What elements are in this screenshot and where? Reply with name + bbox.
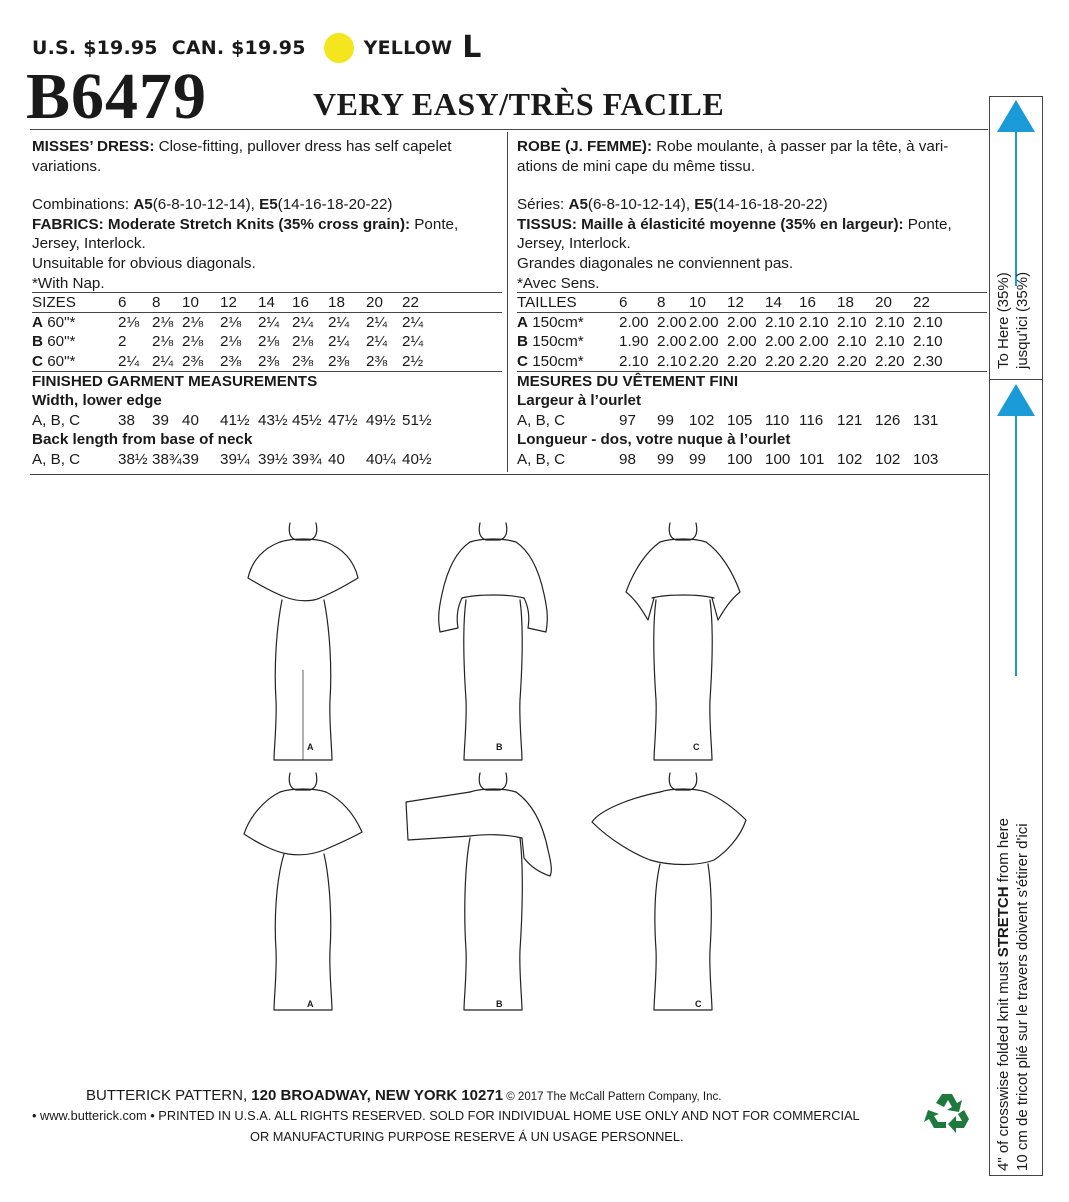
yardage-value: 2.10 (875, 333, 905, 351)
back-value: 101 (799, 450, 825, 468)
back-value: 102 (875, 450, 901, 468)
nap-note: *With Nap. (32, 274, 105, 292)
yardage-value: 2⅜ (328, 352, 350, 370)
yardage-row (32, 352, 502, 372)
back-title: Back length from base of neck (32, 431, 253, 449)
back-value: 99 (689, 450, 706, 468)
back-value: 39½ (258, 450, 288, 468)
combination-sizes: (6-8-10-12-14), (152, 196, 260, 214)
yardage-value: 2.00 (689, 333, 719, 351)
width-value: 38 (118, 411, 135, 429)
column-divider (507, 132, 508, 472)
yardage-row (517, 313, 987, 333)
back-value: 99 (657, 450, 674, 468)
yardage-value: 2⅜ (292, 352, 314, 370)
stretch-text: from here (995, 818, 1012, 887)
yardage-value: 2¼ (402, 333, 424, 351)
yardage-value: 2⅜ (258, 352, 280, 370)
width-title: Width, lower edge (32, 392, 162, 410)
size-value: 8 (152, 294, 161, 312)
nap-note-row (517, 274, 987, 294)
bullet: • (32, 1108, 37, 1123)
size-value: 16 (799, 294, 816, 312)
stretch-from-en (995, 818, 1012, 1171)
yardage-value: 2¼ (152, 352, 174, 370)
yardage-value: 2⅜ (366, 352, 388, 370)
sizes-label: TAILLES (517, 294, 577, 312)
sizes-label: SIZES (32, 294, 76, 312)
yardage-value: 2.10 (657, 352, 687, 370)
yardage-value: 2.00 (689, 313, 719, 331)
width-value: 47½ (328, 411, 358, 429)
french-column (517, 137, 987, 470)
can-price-label: CAN. (171, 36, 225, 59)
yardage-value: 2⅛ (182, 333, 204, 351)
size-value: 18 (837, 294, 854, 312)
yardage-value: 2.10 (799, 313, 829, 331)
view-c-top-drawing (626, 523, 740, 760)
width-row (517, 411, 987, 431)
view-b-bottom-drawing (406, 773, 551, 1010)
copyright: © 2017 The McCall Pattern Company, Inc. (503, 1091, 722, 1103)
yardage-value: 2.00 (657, 333, 687, 351)
stretch-text: 4" of crosswise folded knit must (995, 957, 1012, 1171)
desc-title: ROBE (J. FEMME): (517, 138, 652, 155)
size-value: 10 (689, 294, 706, 312)
view-b-top-drawing (439, 523, 548, 760)
unsuitable-note: Unsuitable for obvious diagonals. (32, 254, 256, 272)
back-title-row (32, 430, 502, 450)
figure-label: C (693, 742, 700, 752)
back-value: 39¼ (220, 450, 250, 468)
combination-code: A5 (133, 196, 153, 214)
width-label: A, B, C (517, 411, 566, 429)
desc-line: Close-fitting, pullover dress has self capelet (154, 138, 452, 155)
view-a-top-drawing (248, 523, 358, 760)
back-label: A, B, C (517, 450, 566, 468)
rights-line-2: OR MANUFACTURING PURPOSE RESERVE Á UN USAGE PERSONNEL. (250, 1129, 684, 1144)
yardage-value: 2⅛ (220, 313, 242, 331)
yardage-value: 2.20 (875, 352, 905, 370)
back-value: 100 (765, 450, 791, 468)
width-value: 41½ (220, 411, 250, 429)
yardage-value: 2.10 (913, 313, 943, 331)
width-value: 39 (152, 411, 169, 429)
back-value: 40½ (402, 450, 432, 468)
yardage-value: 2¼ (328, 333, 350, 351)
yardage-value: 2⅛ (152, 333, 174, 351)
combinations-label: Séries: (517, 196, 569, 214)
size-value: 6 (118, 294, 127, 312)
width-value: 126 (875, 411, 901, 429)
desc-line: variations. (32, 157, 102, 175)
nap-note-row (32, 274, 502, 294)
us-price-label: U.S. (32, 36, 77, 59)
yardage-value: 1.90 (619, 333, 649, 351)
back-value: 103 (913, 450, 939, 468)
yardage-value: 2⅛ (220, 333, 242, 351)
yardage-label: A 60"* (32, 313, 76, 331)
back-value: 38¾ (152, 450, 182, 468)
combination-code: E5 (694, 196, 713, 214)
width-value: 43½ (258, 411, 288, 429)
width-value: 45½ (292, 411, 322, 429)
combination-code: E5 (259, 196, 278, 214)
yardage-row (517, 352, 987, 372)
size-value: 22 (913, 294, 930, 312)
table-bottom-divider (30, 474, 988, 475)
yardage-value: 2.00 (727, 313, 757, 331)
publisher-line (86, 1087, 721, 1104)
rights-text: • PRINTED IN U.S.A. ALL RIGHTS RESERVED. SOLD FOR INDIVIDUAL HOME USE ONLY AND NOT FOR COMMERCIAL (150, 1108, 860, 1123)
yardage-value: 2¼ (366, 333, 388, 351)
pattern-number: B6479 (26, 60, 208, 133)
gauge-divider (990, 379, 1042, 380)
yardage-label: C 150cm* (517, 352, 584, 370)
nap-note: *Avec Sens. (517, 274, 600, 292)
yardage-value: 2.10 (837, 313, 867, 331)
back-title: Longueur - dos, votre nuque à l’ourlet (517, 431, 791, 449)
yardage-table (32, 293, 502, 469)
width-value: 97 (619, 411, 636, 429)
sizes-row (517, 293, 987, 313)
combination-sizes: (6-8-10-12-14), (587, 196, 695, 214)
width-value: 131 (913, 411, 939, 429)
yardage-value: 2.20 (727, 352, 757, 370)
yardage-value: 2⅜ (220, 352, 242, 370)
size-value: 22 (402, 294, 419, 312)
yardage-value: 2¼ (328, 313, 350, 331)
yardage-value: 2⅛ (118, 313, 140, 331)
combination-sizes: (14-16-18-20-22) (712, 196, 828, 214)
color-name: YELLOW (363, 36, 453, 59)
desc-title: MISSES’ DRESS: (32, 138, 155, 155)
yardage-value: 2.20 (765, 352, 795, 370)
back-row (517, 450, 987, 470)
size-value: 14 (258, 294, 275, 312)
yardage-value: 2.20 (837, 352, 867, 370)
website-link[interactable]: www.butterick.com (36, 1108, 151, 1123)
english-column (32, 137, 502, 470)
back-label: A, B, C (32, 450, 81, 468)
combinations-label: Combinations: (32, 196, 134, 214)
stretch-gauge (989, 96, 1043, 1176)
company-address: 120 BROADWAY, NEW YORK 10271 (247, 1087, 504, 1104)
back-value: 39¾ (292, 450, 322, 468)
back-title-row (517, 430, 987, 450)
yardage-row (32, 332, 502, 352)
yardage-value: 2.00 (619, 313, 649, 331)
fabrics-text: Ponte, (903, 215, 952, 233)
size-value: 12 (727, 294, 744, 312)
size-value: 18 (328, 294, 345, 312)
width-value: 116 (799, 411, 824, 429)
finished-title: MESURES DU VÊTEMENT FINI (517, 372, 739, 390)
yardage-label: B 150cm* (517, 333, 584, 351)
width-row (32, 411, 502, 431)
to-here-fr: jusqu'ici (35%) (1014, 271, 1031, 369)
yardage-value: 2.00 (765, 333, 795, 351)
width-title-row (32, 391, 502, 411)
size-value: 6 (619, 294, 628, 312)
size-value: 10 (182, 294, 199, 312)
yardage-value: 2¼ (402, 313, 424, 331)
to-here-en: To Here (35%) (995, 272, 1012, 369)
yardage-value: 2.00 (799, 333, 829, 351)
size-value: 8 (657, 294, 666, 312)
yardage-value: 2.20 (689, 352, 719, 370)
back-value: 40 (328, 450, 345, 468)
yardage-label: A 150cm* (517, 313, 584, 331)
yardage-row (32, 313, 502, 333)
size-value: 16 (292, 294, 309, 312)
garment-illustrations (230, 520, 750, 1020)
desc-line: Robe moulante, à passer par la tête, à vari- (652, 138, 949, 155)
width-value: 40 (182, 411, 199, 429)
header-divider (30, 129, 988, 130)
color-dot-icon (324, 33, 354, 63)
figure-label: B (496, 999, 503, 1009)
width-value: 49½ (366, 411, 396, 429)
yardage-value: 2⅛ (292, 333, 314, 351)
yardage-value: 2.10 (875, 313, 905, 331)
finished-title-row (32, 372, 502, 392)
yardage-value: 2 (118, 333, 127, 351)
figure-label: C (695, 999, 702, 1009)
width-value: 99 (657, 411, 674, 429)
finished-title: FINISHED GARMENT MEASUREMENTS (32, 372, 318, 390)
yardage-value: 2¼ (292, 313, 314, 331)
figure-label: A (307, 742, 314, 752)
yardage-value: 2⅜ (182, 352, 204, 370)
back-value: 102 (837, 450, 863, 468)
width-label: A, B, C (32, 411, 81, 429)
figure-label: B (496, 742, 503, 752)
yardage-value: 2⅛ (258, 333, 280, 351)
yardage-table (517, 293, 987, 469)
yardage-value: 2½ (402, 352, 424, 370)
rights-line (32, 1108, 860, 1123)
figure-label: A (307, 999, 314, 1009)
width-value: 121 (837, 411, 863, 429)
back-value: 39 (182, 450, 199, 468)
width-value: 110 (765, 411, 790, 429)
us-price: $19.95 (83, 36, 158, 59)
fabrics-text: Jersey, Interlock. (517, 235, 631, 253)
fabrics-title: TISSUS: Maille à élasticité moyenne (35% en largeur): (517, 215, 904, 233)
yardage-value: 2⅛ (182, 313, 204, 331)
back-value: 100 (727, 450, 753, 468)
combination-sizes: (14-16-18-20-22) (277, 196, 393, 214)
view-a-bottom-drawing (244, 773, 362, 1010)
fabrics-text: Jersey, Interlock. (32, 235, 146, 253)
fabrics-title: FABRICS: Moderate Stretch Knits (35% cross grain): (32, 215, 411, 233)
yardage-value: 2¼ (118, 352, 140, 370)
width-value: 102 (689, 411, 715, 429)
back-value: 40¼ (366, 450, 396, 468)
size-value: 12 (220, 294, 237, 312)
yardage-value: 2.10 (913, 333, 943, 351)
yardage-value: 2.10 (765, 313, 795, 331)
yardage-label: B 60"* (32, 333, 76, 351)
yardage-label: C 60"* (32, 352, 76, 370)
yardage-value: 2.00 (657, 313, 687, 331)
width-value: 51½ (402, 411, 432, 429)
width-title: Largeur à l’ourlet (517, 392, 642, 410)
size-value: 20 (875, 294, 892, 312)
back-value: 98 (619, 450, 636, 468)
size-value: 20 (366, 294, 383, 312)
yardage-value: 2.10 (837, 333, 867, 351)
back-value: 38½ (118, 450, 148, 468)
yardage-value: 2.10 (619, 352, 649, 370)
yardage-value: 2.20 (799, 352, 829, 370)
width-value: 105 (727, 411, 753, 429)
company-name: BUTTERICK PATTERN, (86, 1087, 248, 1104)
yardage-row (517, 332, 987, 352)
finished-title-row (517, 372, 987, 392)
difficulty-label: VERY EASY/TRÈS FACILE (313, 86, 725, 122)
recycle-icon (924, 1088, 974, 1138)
sizes-row (32, 293, 502, 313)
yardage-value: 2⅛ (152, 313, 174, 331)
yardage-value: 2¼ (366, 313, 388, 331)
view-c-bottom-drawing (592, 773, 746, 1010)
stretch-bold: STRETCH (995, 886, 1012, 958)
width-title-row (517, 391, 987, 411)
size-value: 14 (765, 294, 782, 312)
fabrics-text: Ponte, (410, 215, 459, 233)
yardage-value: 2¼ (258, 313, 280, 331)
yardage-value: 2.00 (727, 333, 757, 351)
combination-code: A5 (568, 196, 588, 214)
can-price: $19.95 (231, 36, 306, 59)
stretch-from-fr: 10 cm de tricot plié sur le travers doivent s'étirer d'ici (1014, 823, 1031, 1171)
desc-line: ations de mini cape du même tissu. (517, 157, 756, 175)
back-row (32, 450, 502, 470)
yardage-value: 2.30 (913, 352, 943, 370)
unsuitable-note: Grandes diagonales ne conviennent pas. (517, 254, 794, 272)
size-letter: L (462, 30, 482, 65)
